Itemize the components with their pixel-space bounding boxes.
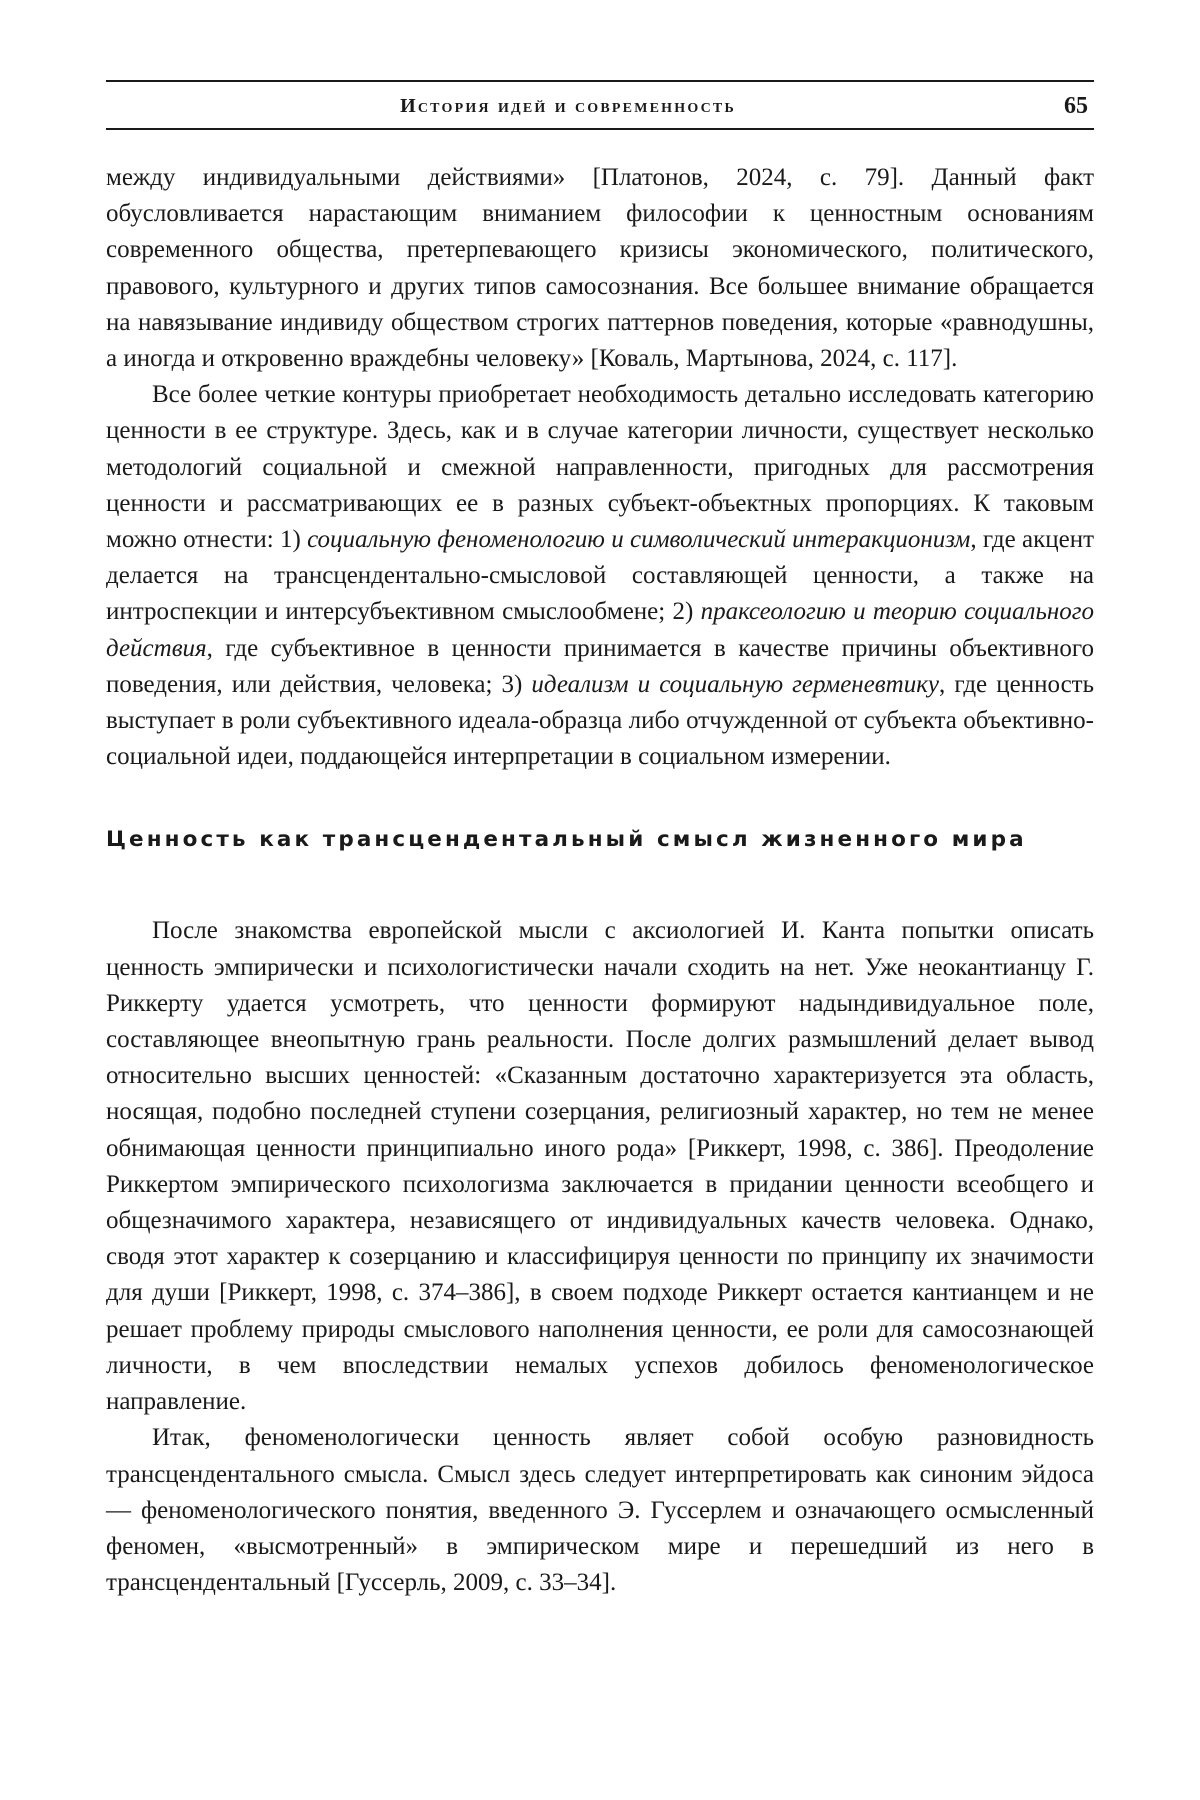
italic-term-idealism: идеализм и социальную герменевтику: [531, 671, 939, 698]
running-title: История идей и современность: [106, 95, 1030, 117]
paragraph-2-text-3: , где субъек­тивное в ценности принимается в качестве причины объективного поведения, или действия, человека; 3): [106, 635, 1094, 698]
body-text: [106, 160, 1094, 1601]
page-number: 65: [1064, 94, 1088, 118]
italic-term-phenomenology: социальную феноменологию и символический интеракционизм: [307, 526, 970, 553]
paragraph-2: [106, 377, 1094, 775]
paragraph-4: Итак, феноменологически ценность являет собой особую разновидность трансцендентального смысла. Смысл здесь следует интерпретировать как си­ноним эйдоса — феноменологического понятия, введенного Э. Гуссерлем и означающего осмысленный феномен, «высмотренный» в эмпирическом мире и перешедший из него в трансцендентальный [Гуссерль, 2009, с. 33–34].: [106, 1420, 1094, 1601]
section-heading: Ценность как трансцендентальный смысл жизненного мира: [106, 825, 1094, 855]
book-page: [106, 0, 1094, 1800]
paragraph-2-text-2: , где акцент делается на трансцендентально-смысловой составляющей ценности, а также на интроспекции и интерсубъектив­ном смыслообмене; 2): [106, 526, 1094, 625]
paragraph-2-text-4: , где ценность вы­ступает в роли субъективного идеала-образца либо отчужденной от субъекта объек­тивно-социальной идеи, поддающейся интерпретации в социальном измерении.: [106, 671, 1094, 770]
paragraph-1: между индивидуальными действиями» [Платонов, 2024, с. 79]. Данный факт обусловливается нарастающим вниманием философии к ценностным осно­ваниям современного общества, претерпевающего кризисы экономическо­го, политического, правового, культурного и других типов самосознания. Все большее внимание обращается на навязывание индивиду обществом строгих паттернов поведения, которые «равнодушны, а иногда и откровенно враждебны человеку» [Коваль, Мартынова, 2024, с. 117].: [106, 160, 1094, 377]
paragraph-3: После знакомства европейской мысли с аксиологией И. Канта попытки описать ценность эмпирически и психологистически начали сходить на нет. Уже неокантианцу Г. Риккерту удается усмотреть, что ценности формируют надындивидуальное поле, составляющее внеопытную грань реальности. После долгих размышлений делает вывод относительно высших ценностей: «Сказан­ным достаточно характеризуется эта область, носящая, подобно последней ступени созерцания, религиозный характер, но тем не менее обнимающая ценности принципиально иного рода» [Риккерт, 1998, с. 386]. Преодоление Риккертом эмпирического психологизма заключается в придании ценности всеобщего и общезначимого характера, независящего от индивидуальных качеств человека. Однако, сводя этот характер к созерцанию и классифицируя ценности по принципу их значимости для души [Риккерт, 1998, с. 374–386], в своем подходе Риккерт остается кантианцем и не решает проблему природы смыслового наполнения ценности, ее роли для самосознающей личности, в чем впоследствии немалых успехов добилось феноменологическое направление.: [106, 913, 1094, 1420]
italic-term-praxeology: праксеологию и теорию социального действия: [106, 598, 1094, 661]
paragraph-2-text-1: Все более четкие контуры приобретает необходимость детально исследовать категорию ценности в ее структуре. Здесь, как и в случае категории личности, существует несколько методологий социальной и смежной направленности, при­годных для рассмотрения ценности и рассматривающих ее в разных субъект-объектных пропорциях. К таковым можно отнести: 1): [106, 381, 1094, 553]
running-header: [106, 80, 1094, 130]
